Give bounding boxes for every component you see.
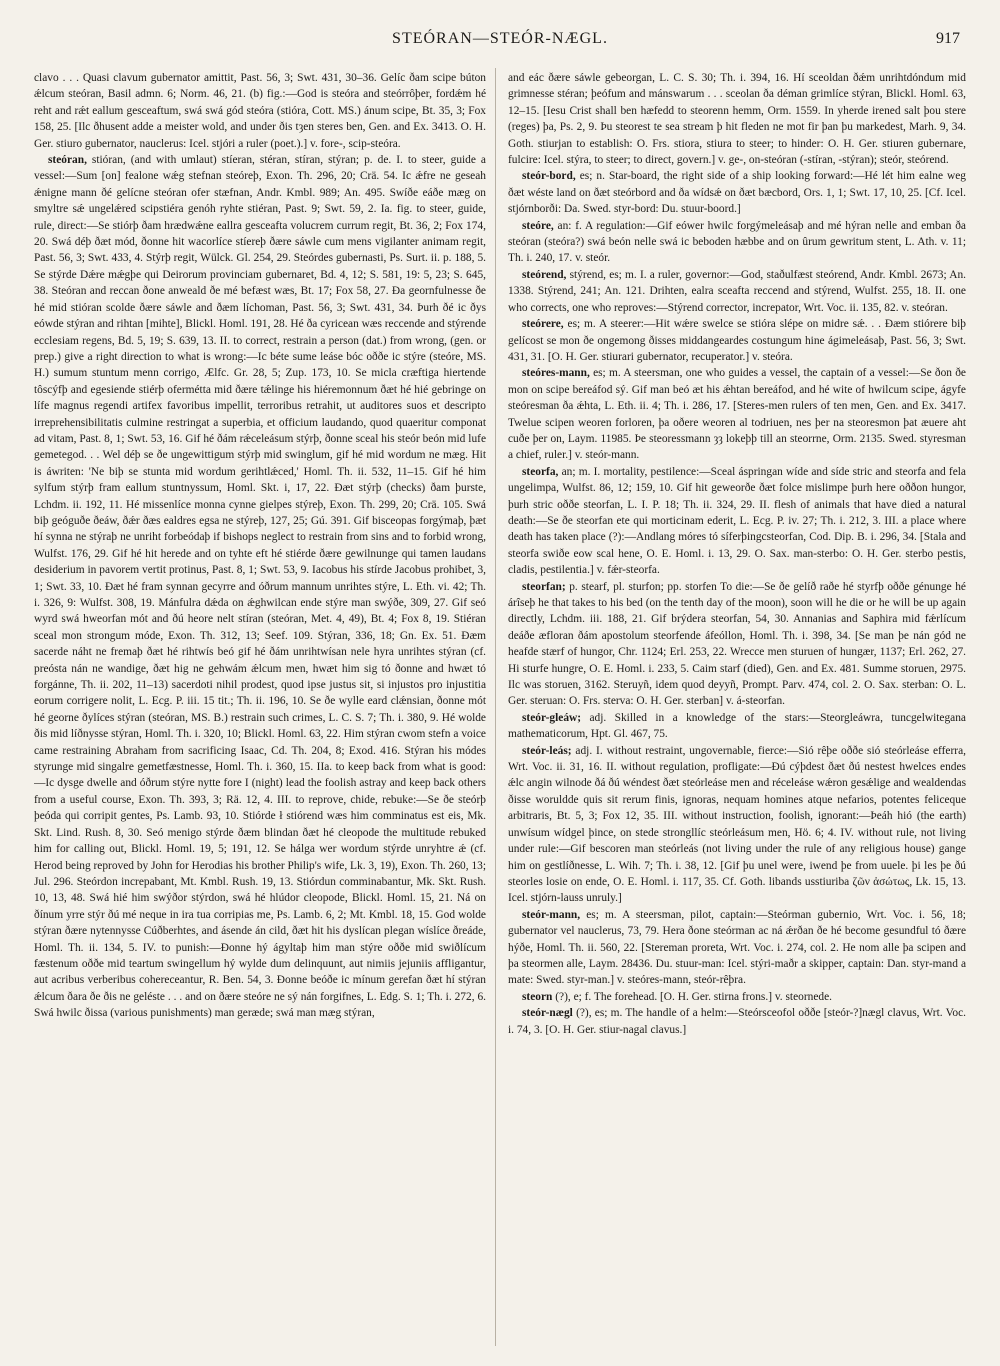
page-number: 917 bbox=[936, 30, 960, 47]
dictionary-entry bbox=[508, 907, 966, 989]
entry-text: es; m. A steerer:—Hit wǽre swelce se stióra slépe on midre sǽ. . . Ðæm stiórere biþ gelícost se mon ðe ongemong ðisses middangeardes costungum hine ágimeleásaþ, Past. 56, 3; Swt. 431, 31. [O. H. Ger. stiurari gubernator, recuperator.] v. steóra. bbox=[508, 318, 966, 363]
dictionary-entry bbox=[508, 70, 966, 168]
entry-text: (?), e; f. The forehead. [O. H. Ger. stirna frons.] v. steornede. bbox=[555, 990, 832, 1003]
headword: steorfa, bbox=[522, 465, 559, 478]
right-column bbox=[508, 70, 966, 1346]
running-title: STEÓRAN—STEÓR-NÆGL. bbox=[392, 30, 608, 47]
entry-text: p. stearf, pl. sturfon; pp. storfen To die:—Se ðe gelíð raðe hé styrfþ oððe génunge hé árîseþ he that takes to his bed (on the tenth day of the moon), soon will he die or he will be up again directly, Lchdm. iii. 188, 21. Gif brýdera steorfan, 54, 30. Annanias and Saphira mid fǽrlícum deáðe æfloran ðám apostolum steorfende áfeóllon, Homl. Th. i. 398, 34. [Se man þe nán gód ne heafde stærf of hungor, Chr. 1124; Erl. 253, 22. Wrecce men sturuen of hungær, 1137; Erl. 262, 27. Hi sturfe hungre, O. E. Homl. i. 233, 5. Caim starf (died), Gen. and Ex. 481. Summe storuen, 2975. Ilc was storuen, 3162. Steruyñ, idem quod deyyñ, Prompt. Parv. 474, col. 2. O. Sax. sterban: O. L. Ger. steruan: O. Frs. sterva: O. H. Ger. sterban] v. á-steorfan. bbox=[508, 580, 966, 708]
column-divider bbox=[495, 68, 496, 1346]
entry-text: (?), es; m. The handle of a helm:—Steórsceofol oððe [steór-?]nægl clavus, Wrt. Voc. i. 74, 3. [O. H. Ger. stiur-nagal clavus.] bbox=[508, 1007, 966, 1036]
entry-text: clavo . . . Quasi clavum gubernator amittit, Past. 56, 3; Swt. 431, 30–36. Gelíc ðam scipe búton ǽlcum steóran, Basil admn. 6; Norm. 46, 21. (b) fig.:—God is steóra and steórrôþer, fordǽm hé reht and rǽt eallum gesceaftum, swá swá gód steóra (stióra, Cott. MS.) ánum scipe, Bt. 35, 3; Fox 158, 25. [Ilc ðhusent adde a meister wold, and under ðis tȝen steres ben, Gen. and Ex. 3413. O. H. Ger. stiuro gubernator, nauclerus: Icel. stjóri a ruler (poet.).] v. fore-, scip-steóra. bbox=[34, 72, 486, 150]
dictionary-entry bbox=[508, 267, 966, 316]
headword: steór-gleáw; bbox=[522, 711, 582, 724]
headword: steóran, bbox=[48, 154, 87, 167]
entry-text: an; m. I. mortality, pestilence:—Sceal áspringan wíde and síde stric and steorfa and fela ungelimpa, Wulfst. 86, 12; 159, 10. Gif hit geweorðe ðæt folce mislimpe þurh here oððon hungor, þurh stric oððe steorfan, L. I. P. 18; Th. ii. 324, 29. II. flesh of animals that have died a natural death:—Se ðe steorfan ete qui morticinam ederit, L. Ecg. P. iv. 27; Th. i. 212, 3. III. a place where death has taken place (?):—Andlang móres tó síferþingcsteorfan, Cod. Dip. B. i. 296, 34. [Stala and steorfa swiðe eow scal hene, O. E. Homl. i. 13, 29. O. Sax. man-sterbo: O. H. Ger. sterbo pestis, cladis, pestilentia.] v. fǽr-steorfa. bbox=[508, 465, 966, 577]
headword: steóres-mann, bbox=[522, 367, 590, 380]
dictionary-entry bbox=[508, 365, 966, 463]
dictionary-entry bbox=[508, 464, 966, 579]
entry-text: stýrend, es; m. I. a ruler, governor:—God, staðulfæst steórend, Andr. Kmbl. 2673; An. 1338. Stýrend, 241; An. 121. Drihten, ealra sceafta reccend and stýrend, Wulfst. 255, 18. II. one who corrects, one who reproves:—Stýrend corrector, increpator, Wrt. Voc. ii. 135, 82. v. steóran. bbox=[508, 268, 966, 314]
entry-text: stióran, (and with umlaut) stíeran, stéran, stíran, stýran; p. de. I. to steer, guide a vessel:—Sum [on] fealone wǽg stefnan steóreþ, Exon. Th. 296, 20; Crä. 54. Ic ǽfre ne geseah ǽnigne mann ðé gelícne steóran ofer stæfnan, Andr. Kmbl. 989; An. 495. Swíðe eáðe mæg on smyltre sǽ ungelǽred scipstiéra genóh ryhte stiéran, Past. 9; Swt. 59, 2. Ia. fig. to steer, guide, rule, direct:—Se stiórþ ðam hrædwǽne eallra gesceafta volucrem currum regit, Bt. 36, 2; Fox 174, 20. Swá déþ ðæt mód, ðonne hit wacorlíce stíereþ ðære sáwle cum mens vigilanter animam regit, Past. 56, 3; Swt. 433, 4. Stýrþ regit, Wülck. Gl. 254, 29. Steórdes gubernasti, Ps. Surt. ii. p. 188, 5. Se stýrde Dǽre mǽgþe qui Deirorum provinciam gubernaret, Bd. 4, 12; S. 581, 19: 5, 23; S. 645, 38. Steóran and reccan ðone anweald ðe mé befæst wæs, Bt. 17; Fox 58, 27. Ða geornfulnesse ðe hé mid stióran scolde ðære sáwle and ðæm líchoman, Past. 56, 3; Swt. 431, 34. Þurh ðé ic ðys eówde stýran and rihtan [mihte], Blickl. Homl. 191, 28. Hé ða cyricean wæs reccende and stýrende ecclesiam regens, Bd. 5, 19; S. 639, 13. II. to correct, restrain a person (dat.) from wrong, (gen. or prep.) give a right direction to what is wrong:—Ic béte sume leáse bóc oððe ic stýre (steóre, MS. H.) sumum stuntum menn corrigo, Ælfc. Gr. 28, 5; Zup. 173, 10. Se micla cræftiga hiertende tôscýfþ and egesiende stiérþ ofermétta mid ðære tǽlinge his hiéremonnum ðæt hé hié gebringe on lífe magnus regendi artifex favoribus impellit, terroribus retrahit, ut auditores suos et descripto irreprehensibilitatis culmine restringat a superbia, et officium laudando, quod quaeritur componat ad vitam, Past. 8, 1; Swt. 53, 16. Gif hé ðám rǽceleásum stýrþ, ðonne sceal his steór beón mid lufe gemetegod. . . Wel déþ se ðe ungewittigum stýrþ mid swinglum, gif hé mid wordum ne mæg. Hit is áwriten: 'Ne biþ se stunta mid wordum gerihtlǽced,' Homl. Th. ii. 532, 11–15. Gif hé him sylfum stýrþ fram eallum stuntnyssum, Homl. Skt. i, 17, 22. Ðæt stýrþ (checks) ðam þurste, Lchdm. ii. 192, 11. Hé missenlíce monna cynne gielpes stýreþ, Exon. Th. 299, 20; Crä. 105. Swá biþ geóguðe ðeáw, ðǽr ðæs ealdres egsa ne stýreþ, 127, 25; Gú. 391. Gif bisceopas forgýmaþ, þæt hí synna ne stýraþ ne unriht forbeódaþ if bishops neglect to restrain from sins and to forbid wrong, Wulfst. 176, 29. Gif hé hit herede and on tyhte eft hé stiérde ðære gewilnunge qui tamen laudans desiderium in pavorem vertit protinus, Past. 8, 1; Swt. 53, 9. Iacobus his stírde Jacobus prohibet, 3, 1; Swt. 33, 10. Ðæt hé fram synnan gecyrre and óðrum mannum unrihtes stýre, L. Eth. vi. 42; Th. i. 326, 9: Wulfst. 308, 19. Mánfulra dǽda on ǽghwilcan ende stýre man swýðe, 309, 27. Gif seó wyrd swá hweorfan mót and ðú heore nelt stíran (steóran, Met. 4, 49), Bt. 4; Fox 8, 19. Stiéran sceal mon strongum móde, Exon. Th. 312, 13; Seef. 109. Stýran, 336, 18; Gn. Ex. 51. Ðæm sacerde náht ne fremaþ ðæt hé rihtwís beó gif hé ðám unrihtwísan nele hyra unrihtes stýran (cf. preósta nán ne wandige, ðæt hig ne gehwám ǽlcum men, hwæt him sig tó ðonne and hwæt tó forgánne, Th. ii. 202, 11–13) sacerdoti nihil prodest, quod ipse justus sit, si injustos pro injustitia eorum corrigere nolit, L. Ecg. P. iii. 15 tit.; Th. ii. 196, 10. Se ðe wylle eard clǽnsian, ðonne mót hé georne ðylíces stýran (steóran, MS. B.) restrain such crimes, L. C. S. 7; Th. i. 380, 9. Hé wolde ðis mid líðnysse stýran, Homl. Th. i. 320, 10; Blickl. Homl. 63, 22. Him stýran cwom stefn a voice came restraining Abraham from sacrificing Isaac, Cd. Th. 204, 8; Exod. 416. Stýran his módes styrunge mid singalre gemetfæstnesse, Homl. Th. i. 360, 15. IIa. to keep back from what is good:—Ic dysge dwelle and óðrum stýre nytte fore I (night) lead the foolish astray and keep back others from a useful course, Exon. Th. 393, 3; Rä. 12, 4. III. to reprove, chide, rebuke:—Se ðe steórþ þeóda qui corripit gentes, Ps. Lamb. 93, 10. Stiórde ł stiórend wæs him comminatus est eis, Mk. Skt. Lind. Rush. 8, 30. Seó menigo stýrde ðæm blindan ðæt hé cleopode the multitude rebuked him for calling out, Blickl. Homl. 19, 5; 191, 12. Se hálga wer wordum stýrde unryhtre ǽ (cf. Herod being reproved by John for Herodias his brother Philip's wife, Lk. 3, 19), Exon. Th. 260, 13; Jul. 296. Steórdon increpabant, Mt. Kmbl. Rush. 19, 13. Stiórdun comminabantur, Mk. Skt. Rush. 10, 13, 48. Swá hié him swýðor stýrdon, swá hé hlúdor cleopode, Blickl. Homl. 15, 21. Ná on ðínum yrre stýr ðú mé neque in ira tua corripias me, Ps. Lamb. 6, 2; Mt. Kmbl. 18, 15. God wolde stýran ðære nytennysse Cúðberhtes, and ásende án cild, ðæt hit his dyslícan plegan wíslíce ðreáde, Homl. Th. ii. 134, 5. IV. to punish:—Ðonne hý ágyltaþ him man stýre oððe mid swiðlícum fæstenum oððe mid teartum swingellum hý wylde dum delinquunt, aut nimiis jejuniis affligantur, aut acribus verberibus cohereceantur, R. Ben. 54, 3. Ðonne beóðe ic mínum gerefan ðæt hí stýran ǽlcum ðara ðe ðis ne geléste . . . and on ðære steóre ne sý nán forgifnes, L. Edg. S. 1; Th. i. 272, 6. Swá hwilc ðissa (various punishments) man geræde; swá man mæg stýran, bbox=[34, 154, 486, 1020]
entry-text: and eác ðære sáwle gebeorgan, L. C. S. 30; Th. i. 394, 16. Hí sceoldan ðǽm unrihtdóndum mid grimnesse stéran; þeófum and mánswarum . . . sceolan ða déman grimlíce stýran, Blickl. Homl. 63, 12–15. [Iesu Crist shall ben hæfedd to steorenn hemm, Orm. 1559. In yherde irened salt þou stere (reges) þa, Ps. 2, 9. Þu steorest te sea stream þ hit fleden ne mot fir þan þu markedest, Marh. 9, 34. Goth. stiurjan to establish: O. Frs. stiora, stiura to steer; to hinder: O. H. Ger. stiuren gubernare, fulcire: Icel. stýra, to steer; to direct, govern.] v. ge-, on-steóran (-stíran, -stýran); steór, steórend. bbox=[508, 72, 966, 167]
entry-text: an: f. A regulation:—Gif eówer hwilc forgýmeleásaþ and mé hýran nelle and emban ða steóran (steóra?) swá beón nelle swá ic beboden hæbbe and on ûrum gewritum stent, L. Ath. v. 11; Th. i. 240, 17. v. steór. bbox=[508, 219, 966, 265]
dictionary-entry bbox=[34, 152, 486, 1022]
left-column bbox=[34, 70, 486, 1346]
headword: steór-mann, bbox=[522, 908, 581, 921]
headword: steór-nægl bbox=[522, 1007, 573, 1020]
dictionary-entry bbox=[508, 316, 966, 365]
dictionary-entry bbox=[34, 70, 486, 152]
entry-text: es; n. Star-board, the right side of a ship looking forward:—Hé lét him ealne weg ðæt wéste land on ðæt steórbord and ða wídsǽ on ðæt bæcbord, Ors. 1, 1; Swt. 17, 10, 25. [Cf. Icel. stjórnborði: Da. Swed. styr-bord: Du. stuur-boord.] bbox=[508, 170, 966, 216]
dictionary-entry bbox=[508, 218, 966, 267]
dictionary-entry bbox=[508, 710, 966, 743]
entry-text: adj. Skilled in a knowledge of the stars:—Steorgleáwra, tuncgelwitegana mathematicorum, Hpt. Gl. 467, 75. bbox=[508, 711, 966, 741]
entry-text: es; m. A steersman, pilot, captain:—Steórman gubernio, Wrt. Voc. i. 56, 18; gubernator vel nauclerus, 73, 79. Hera ðone steórman ac ná ǽrðan ðe hé become gesundful tó ðære hýðe, Homl. Th. ii. 560, 22. [Stereman proreta, Wrt. Voc. i. 274, col. 2. He nom alle þa scipen and þa steormen alle, Laym. 28436. Du. stuur-man: Icel. stýri-maðr a skipper, captain: Dan. styr-mand a mate: Swed. styr-man.] v. steóres-mann, steór-rêþra. bbox=[508, 908, 966, 987]
entry-text: es; m. A steersman, one who guides a vessel, the captain of a vessel:—Se ðon ðe mon on scipe bereáfod sý. Gif man beó æt his ǽhtan bereáfod, and hé wite of hwilcum scipe, ágyfe steóresman ða ǽhta, L. Eth. ii. 4; Th. i. 286, 17. [Steres-men rulers of ten men, Gen. and Ex. 3417. Twelue scipen weoren forloren, þa oðere weoren al todriuen, nes þer na steoresmon þat æuere aht cuðe þer on, Laym. 11985. Þe steoressmann ȝȝ lokeþþ till an steorrne, Orm. 2135. Swed. styresman a chief, ruler.] v. steór-mann. bbox=[508, 367, 966, 462]
dictionary-entry bbox=[508, 579, 966, 710]
headword: steórere, bbox=[522, 318, 564, 331]
headword: steórend, bbox=[522, 268, 567, 281]
entry-text: adj. I. without restraint, ungovernable, fierce:—Sió rêþe oððe sió steórleáse efferra, Wrt. Voc. ii. 31, 16. II. without regulation, profligate:—Ðú cýþdest ðæt ðú nestest hwelces endes ǽlc angin wilnode ðá ðú wéndest ðæt steórleáse men and réceleáse wǽron gesǽlige and wealdendas ðisse woruldde quis sit rerum finis, ignoras, nequam homines atque nefarios, potentes feliceque arbitraris, Bt. 5, 3; Fox 12, 35. III. without instruction, foolish, ignorant:—Þeáh hió (the earth) unwísum wídgel þince, on stede strongllíc steórleásum men, Hö. 6; 4. IV. without rule, not living under rule:—Gif bescoren man steórleás (not living under the rule of any religious house) gange him on gestlíðnesse, L. Wih. 7; Th. i. 38, 12. [Gif þu unel were, iwend þe from uuele. þi les þe ðú steorles losie on ende, O. E. Homl. i. 117, 35. Cf. Goth. libands usstiuriba ζῶν ἀσώτως, Lk. 15, 13. Icel. stjórn-lauss unruly.] bbox=[508, 744, 966, 905]
headword: steorfan; bbox=[522, 580, 566, 593]
headword: steór-bord, bbox=[522, 170, 576, 183]
page-header bbox=[40, 30, 960, 60]
dictionary-entry bbox=[508, 168, 966, 217]
dictionary-entry bbox=[508, 989, 966, 1005]
dictionary-entry bbox=[508, 1005, 966, 1038]
dictionary-entry bbox=[508, 743, 966, 907]
headword: steóre, bbox=[522, 219, 554, 232]
headword: steór-leás; bbox=[522, 744, 572, 757]
headword: steorn bbox=[522, 990, 553, 1003]
